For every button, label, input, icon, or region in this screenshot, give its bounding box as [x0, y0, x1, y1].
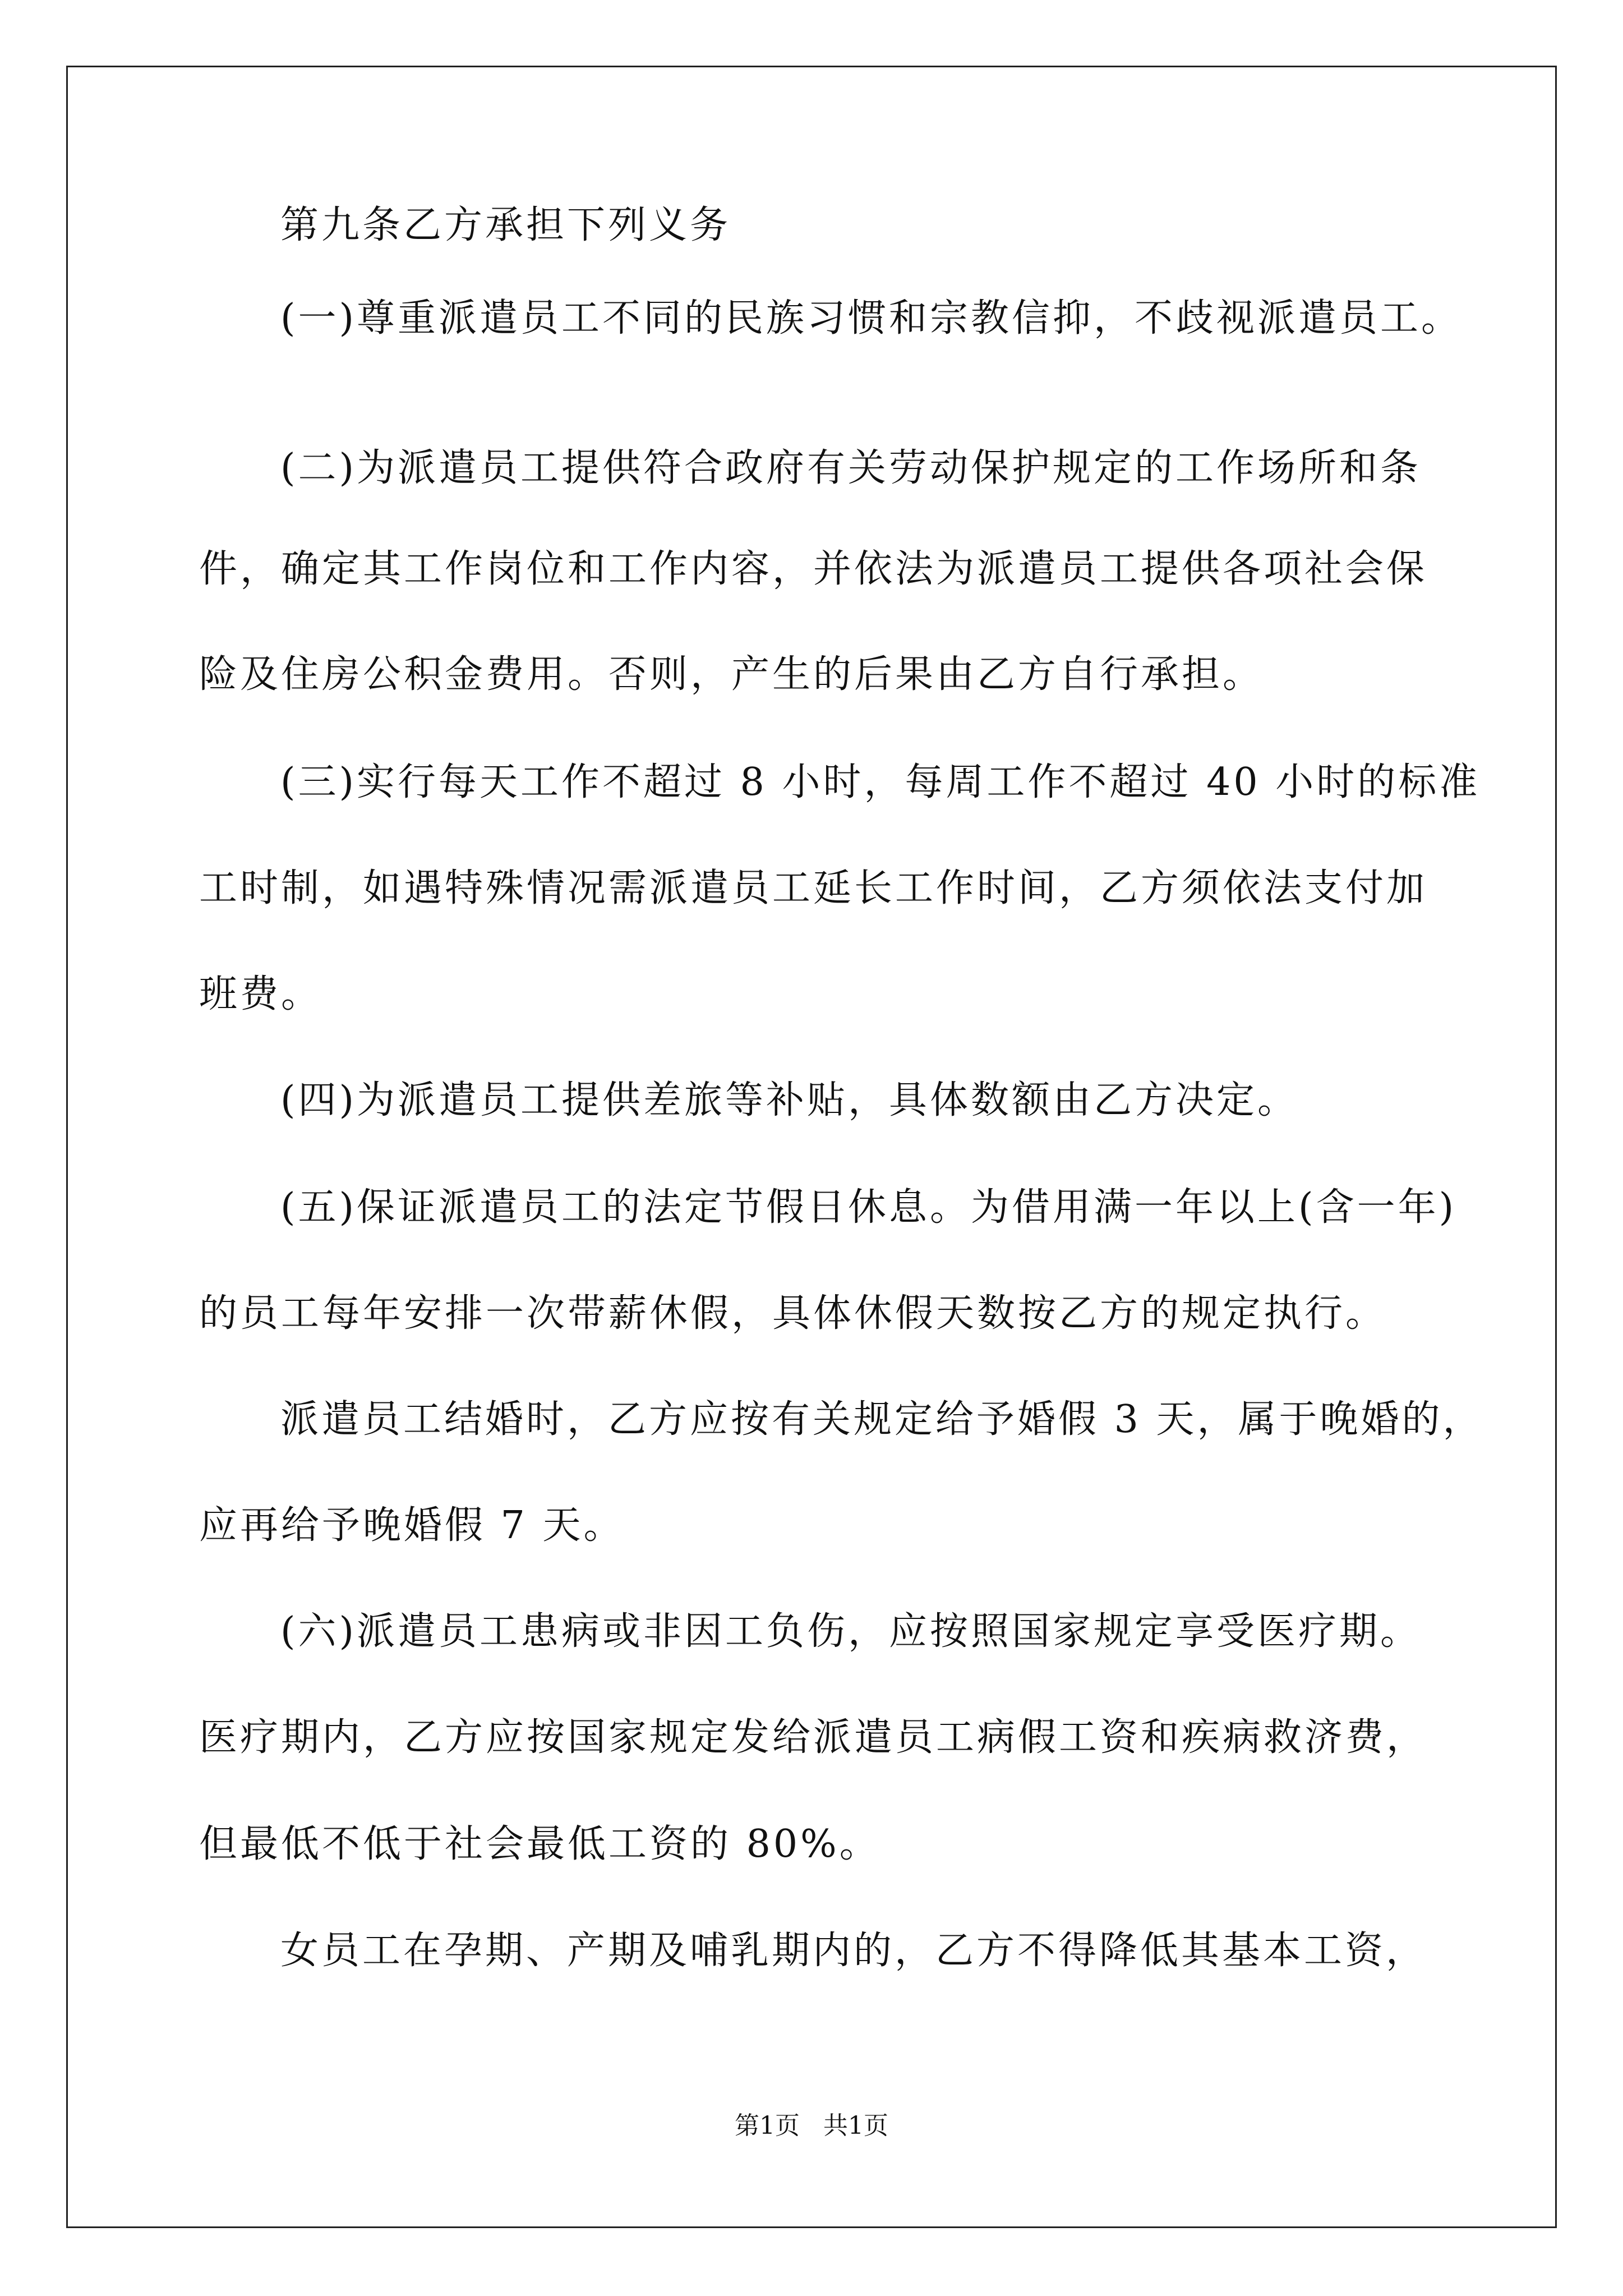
paragraph-line: 险及住房公积金费用。否则，产生的后果由乙方自行承担。 [199, 652, 1264, 697]
paragraph-line: (二)为派遣员工提供符合政府有关劳动保护规定的工作场所和条 [280, 446, 1422, 490]
paragraph-line: 件，确定其工作岗位和工作内容，并依法为派遣员工提供各项社会保 [199, 547, 1428, 591]
paragraph-line: 工时制，如遇特殊情况需派遣员工延长工作时间，乙方须依法支付加 [199, 866, 1428, 910]
paragraph-line: 应再给予晚婚假 7 天。 [199, 1503, 625, 1548]
paragraph-line: 班费。 [199, 972, 322, 1016]
paragraph-line: (五)保证派遣员工的法定节假日休息。为借用满一年以上(含一年) [280, 1185, 1457, 1230]
paragraph-line: (一)尊重派遣员工不同的民族习惯和宗教信抑，不歧视派遣员工。 [280, 296, 1463, 341]
paragraph-line: 的员工每年安排一次带薪休假，具体休假天数按乙方的规定执行。 [199, 1291, 1387, 1336]
paragraph-line: (六)派遣员工患病或非因工负伤，应按照国家规定享受医疗期。 [280, 1609, 1422, 1654]
page-number-footer: 第1页 共1页 [735, 2111, 888, 2140]
paragraph-line: 派遣员工结婚时，乙方应按有关规定给予婚假 3 天，属于晚婚的， [280, 1397, 1484, 1442]
paragraph-line: 但最低不低于社会最低工资的 80%。 [199, 1822, 880, 1866]
page-border [66, 66, 1557, 2228]
paragraph-line: 医疗期内，乙方应按国家规定发给派遣员工病假工资和疾病救济费， [199, 1715, 1428, 1760]
paragraph-line: (四)为派遣员工提供差旅等补贴，具体数额由乙方决定。 [280, 1078, 1299, 1122]
paragraph-line: (三)实行每天工作不超过 8 小时，每周工作不超过 40 小时的标准 [280, 760, 1481, 804]
paragraph-line: 女员工在孕期、产期及哺乳期内的，乙方不得降低其基本工资， [280, 1929, 1427, 1973]
article-heading: 第九条乙方承担下列义务 [280, 203, 731, 247]
